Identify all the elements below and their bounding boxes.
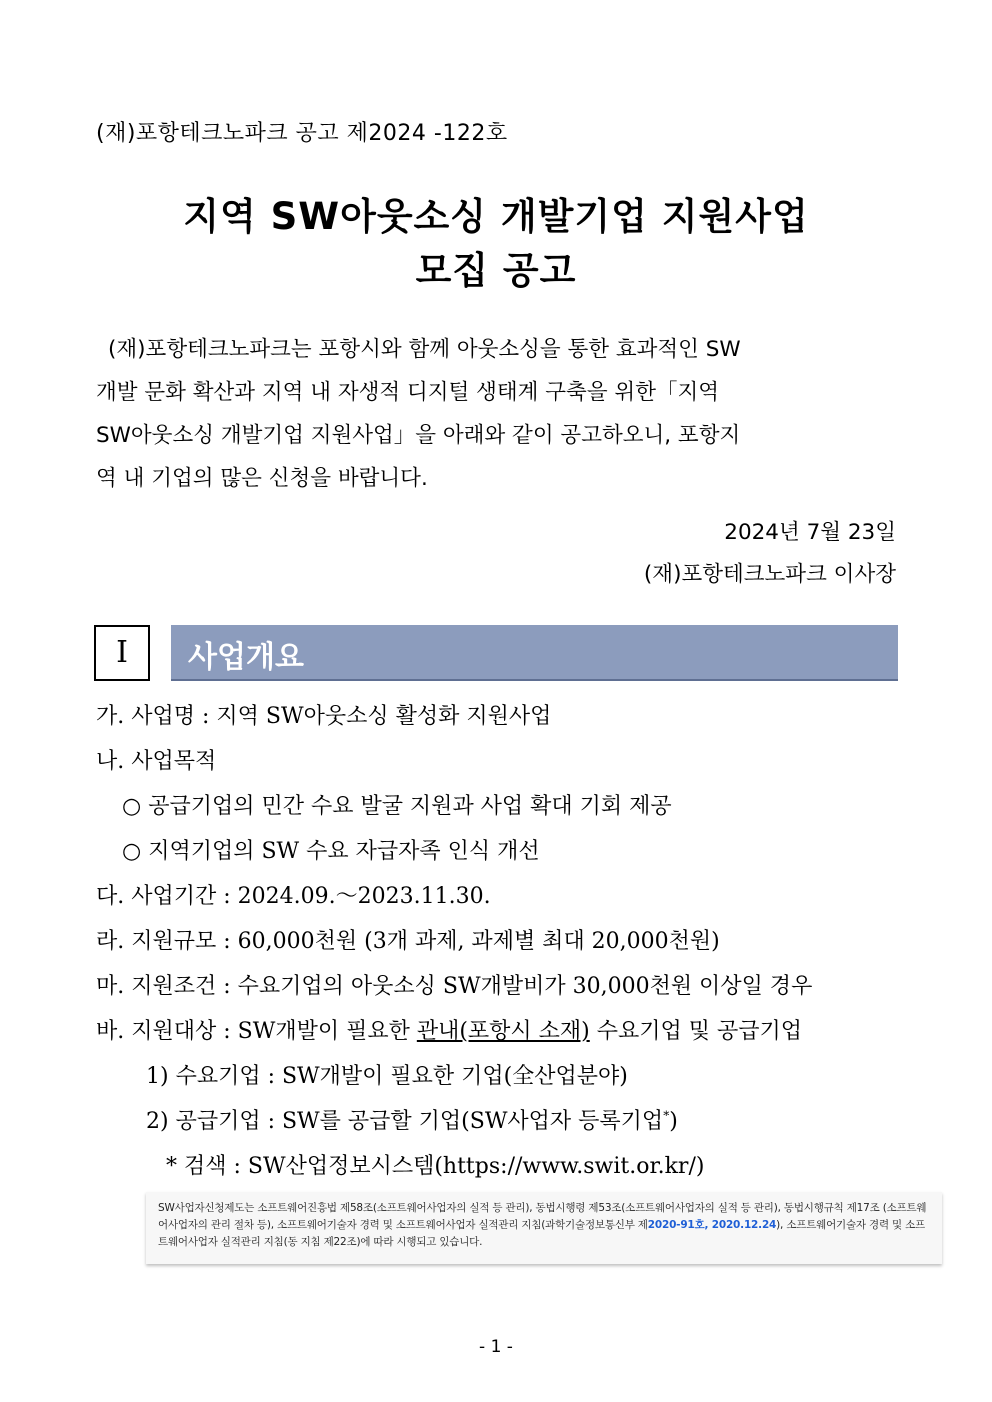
- page-number: - 1 -: [479, 1337, 513, 1357]
- notice-number: (재)포항테크노파크 공고 제2024 -122호: [96, 121, 508, 146]
- item-business-period: 다. 사업기간 : 2024.09.～2023.11.30.: [96, 884, 491, 909]
- target-demand-company: 1) 수요기업 : SW개발이 필요한 기업(全산업분야): [146, 1064, 628, 1089]
- item-business-purpose: 나. 사업목적: [96, 749, 217, 774]
- purpose-bullet: ○ 지역기업의 SW 수요 자급자족 인식 개선: [122, 839, 540, 864]
- document-title-line1: 지역 SW아웃소싱 개발기업 지원사업: [183, 195, 809, 238]
- target-text: 바. 지원대상 : SW개발이 필요한: [96, 1019, 417, 1044]
- item-support-target: [96, 1014, 802, 1045]
- reference-text-part: ), 소프트웨어기술자 경력 및 소프트웨어사업자 실적관리 지침(동 지침 제22조)에 따라 시행되고 있습니다.: [158, 1219, 925, 1248]
- supply-text: 2) 공급기업 : SW를 공급할 기업(SW사업자 등록기업: [146, 1109, 664, 1134]
- search-note: * 검색 : SW산업정보시스템(https://www.swit.or.kr/): [166, 1154, 705, 1179]
- reference-text: [158, 1200, 933, 1251]
- reference-highlight: 2020-91호, 2020.12.24: [647, 1219, 777, 1231]
- target-region-underlined: 관내(포항시 소재): [416, 1019, 590, 1044]
- item-business-name: 가. 사업명 : 지역 SW아웃소싱 활성화 지원사업: [96, 704, 552, 729]
- footnote-marker: *: [663, 1108, 670, 1123]
- item-support-scale: 라. 지원규모 : 60,000천원 (3개 과제, 과제별 최대 20,000천원): [96, 929, 720, 954]
- document-title-line2: 모집 공고: [415, 249, 577, 292]
- intro-line: (재)포항테크노파크는 포항시와 함께 아웃소싱을 통한 효과적인 SW: [108, 337, 741, 362]
- section-title: 사업개요: [188, 640, 304, 675]
- reference-text-part: SW사업자신청제도는 소프트웨어진흥법 제58조(소프트웨어사업자의 실적 등 관리), 동법시행령 제53조(소프트웨어사업자의 실적 등 관리), 동법시행규칙 제17조 (소프트웨어사업자의 관리 절차 등), 소프트웨어기술자 경력 및 소프트웨어사업자 실적관리 지침(과학기술정보통신부 제: [158, 1202, 927, 1231]
- target-text: 수요기업 및 공급기업: [589, 1019, 803, 1044]
- announcement-date: 2024년 7월 23일: [724, 520, 896, 545]
- issuer-name: (재)포항테크노파크 이사장: [643, 562, 896, 587]
- item-support-condition: 마. 지원조건 : 수요기업의 아웃소싱 SW개발비가 30,000천원 이상일 경우: [96, 974, 813, 999]
- supply-text-end: ): [669, 1109, 678, 1134]
- intro-line: 개발 문화 확산과 지역 내 자생적 디지털 생태계 구축을 위한「지역: [96, 380, 720, 405]
- intro-line: 역 내 기업의 많은 신청을 바랍니다.: [96, 466, 428, 491]
- purpose-bullet: ○ 공급기업의 민간 수요 발굴 지원과 사업 확대 기회 제공: [122, 794, 672, 819]
- section-number-box: Ⅰ: [94, 625, 150, 681]
- intro-line: SW아웃소싱 개발기업 지원사업」을 아래와 같이 공고하오니, 포항지: [96, 423, 741, 448]
- intro-paragraph: [96, 328, 898, 500]
- target-supply-company: [146, 1104, 678, 1135]
